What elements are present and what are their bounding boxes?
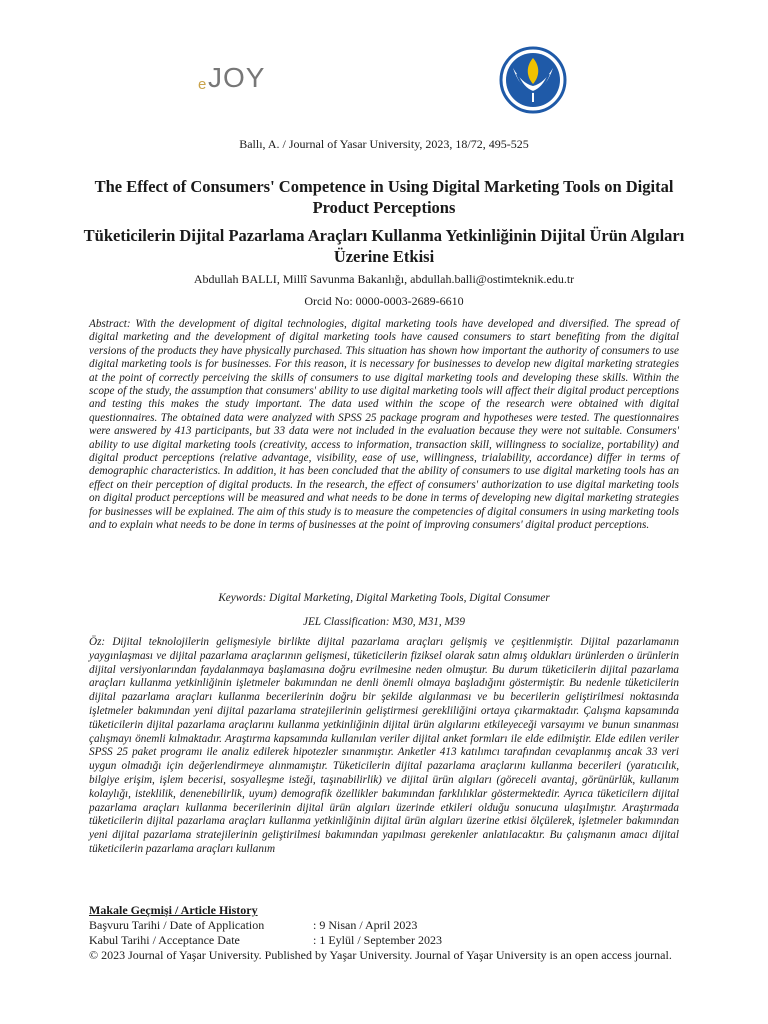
history-label: Kabul Tarihi / Acceptance Date [89, 933, 240, 947]
author-affiliation: Millî Savunma Bakanlığı [282, 272, 405, 286]
author-email[interactable]: abdullah.balli@ostimteknik.edu.tr [410, 272, 575, 286]
history-value: : 9 Nisan / April 2023 [313, 918, 418, 932]
history-value: : 1 Eylül / September 2023 [313, 933, 442, 947]
university-logo-icon [499, 46, 567, 114]
jel-classification: JEL Classification: M30, M31, M39 [302, 616, 465, 628]
history-row-application [89, 918, 679, 933]
author-name: Abdullah BALLI [193, 272, 277, 286]
article-history [89, 903, 679, 963]
abstract-turkish: Öz: Dijital teknolojilerin gelişmesiyle birlikte dijital pazarlama araçları gelişmiş ve çeşitlenmiştir. Dijital pazarlamanın yaygınlaşması ve dijital pazarlama araçlarının gelişmesi, tüketicilerin fiziksel olarak satın almış oldukları ürünlerden o ürünlerin dijital versiyonlarından faydalanmaya başlamasına doğru evrilmesine neden olmuştur. Bu durum tüketicilerin dijital pazarlama araçları kullanma yetkinliğinin işletmeler bakımından ne denli önemli olmaya başladığını göstermiştir. Bu nedenle tüketicilerin dijital pazarlama araçları kullanma becerilerinin doğru bir şekilde algılanması ve bu becerilerin geliştirilmesi noktasında işletmeler bakımından yeni dijital pazarlama stratejilerinin geliştirmesi gerekliliğini ortaya çıkarmaktadır. Çalışma kapsamında tüketicilerin dijital pazarlama araçlarını kullanma yetkinliğinin dijital ürün algılarını etkileyeceği varsayımı ve bunun sınanması çalışmayı önemli kılmaktadır. Araştırma kapsamında kullanılan veriler dijital anket formları ile elde edilmiştir. Elde edilen veriler SPSS 25 paket programı ile analiz edilerek hipotezler sınanmıştır. Anketler 413 katılımcı tarafından cevaplanmış ancak 33 veri uygun olmadığı için değerlendirmeye alınmamıştır. Tüketicilerin dijital pazarlama araçlarını kullanma becerileri (yaratıcılık, bilgiye erişim, işlem becerisi, sosyalleşme isteği, taşınabilirlik) ve dijital ürün algıları (göreceli avantaj, görünürlük, kullanım kolaylığı, isteklilik, denenebilirlik, uyum) demografik özellikler bakımından farklılıklar göstermektedir. Ayrıca tüketicilern dijital pazarlama araçları kullanma becerilerinin dijital ürün algıları üzerinde etkileri olduğu sonucuna ulaşılmıştır. Araştırmada tüketicilerin dijital pazarlama araçları kullanma yetkinliğinin dijital ürün algıları üzerine etkisi ölçülerek, işletmeler bakımından yeni dijital pazarlama stratejilerinin geliştirilmesi bakımından yapılması gerekenler anlatılacaktır. Bu çalışmanın amacı dijital tüketicilerin pazarlama araçları kullanım [89, 636, 679, 855]
orcid: Orcid No: 0000-0003-2689-6610 [304, 294, 464, 308]
abstract-english: Abstract: With the development of digital technologies, digital marketing tools have developed and diversified. The spread of digital marketing and the development of digital marketing tools have caused consumers to start benefiting from the digital versions of the products they have physically purchased. This situation has shown how important the authority of consumers to use digital marketing tools is for businesses. For this reason, it is necessary for businesses to develop new digital marketing strategies at the point of correctly perceiving the skills of consumers to use digital marketing tools and developing these skills. Within the scope of the study, the assumption that consumers' ability to use digital marketing tools will affect their digital product perceptions and testing this makes the study important. The data used within the scope of the research were obtained with digital questionnaires. The obtained data were analyzed with SPSS 25 package program and hypotheses were tested. The questionnaires were answered by 413 participants, but 33 data were not included in the evaluation because they were not suitable. Consumers' ability to use digital marketing tools (creativity, access to information, transaction skill, willingness to socialize, portability) and digital product perceptions (relative advantage, visibility, ease of use, willingness, trialability, accordance) differ in terms of demographic characteristics. In addition, it has been concluded that the ability of consumers to use digital marketing tools has an effect on their perception of digital products. In the research, the effect of consumers' authorization to use digital marketing tools on digital product perceptions will be measured and what needs to be done in terms of developing new digital marketing strategies for businesses will be explained. The aim of this study is to measure the competencies of digital consumers in using marketing tools and to explain what needs to be done in terms of businesses at the point of improving consumers' digital product perceptions. [89, 318, 679, 532]
history-row-acceptance [89, 933, 679, 948]
title-english: The Effect of Consumers' Competence in Using Digital Marketing Tools on Digital Product Perceptions [94, 177, 674, 217]
author-line: Abdullah BALLI, Millî Savunma Bakanlığı, abdullah.balli@ostimteknik.edu.tr [193, 272, 575, 286]
article-history-heading: Makale Geçmişi / Article History [89, 903, 258, 917]
history-label: Başvuru Tarihi / Date of Application [89, 918, 265, 932]
title-turkish: Tüketicilerin Dijital Pazarlama Araçları Kullanma Yetkinliğinin Dijital Ürün Algıları Üzerine Etkisi [83, 226, 685, 266]
journal-logo [196, 64, 268, 94]
citation: Ballı, A. / Journal of Yasar University, 2023, 18/72, 495-525 [239, 137, 529, 151]
keywords: Keywords: Digital Marketing, Digital Marketing Tools, Digital Consumer [218, 592, 550, 604]
journal-logo-text: JOY [208, 62, 266, 93]
journal-logo-prefix: e [198, 76, 207, 93]
copyright-notice: © 2023 Journal of Yaşar University. Published by Yaşar University. Journal of Yaşar University is an open access journal. [89, 948, 672, 962]
